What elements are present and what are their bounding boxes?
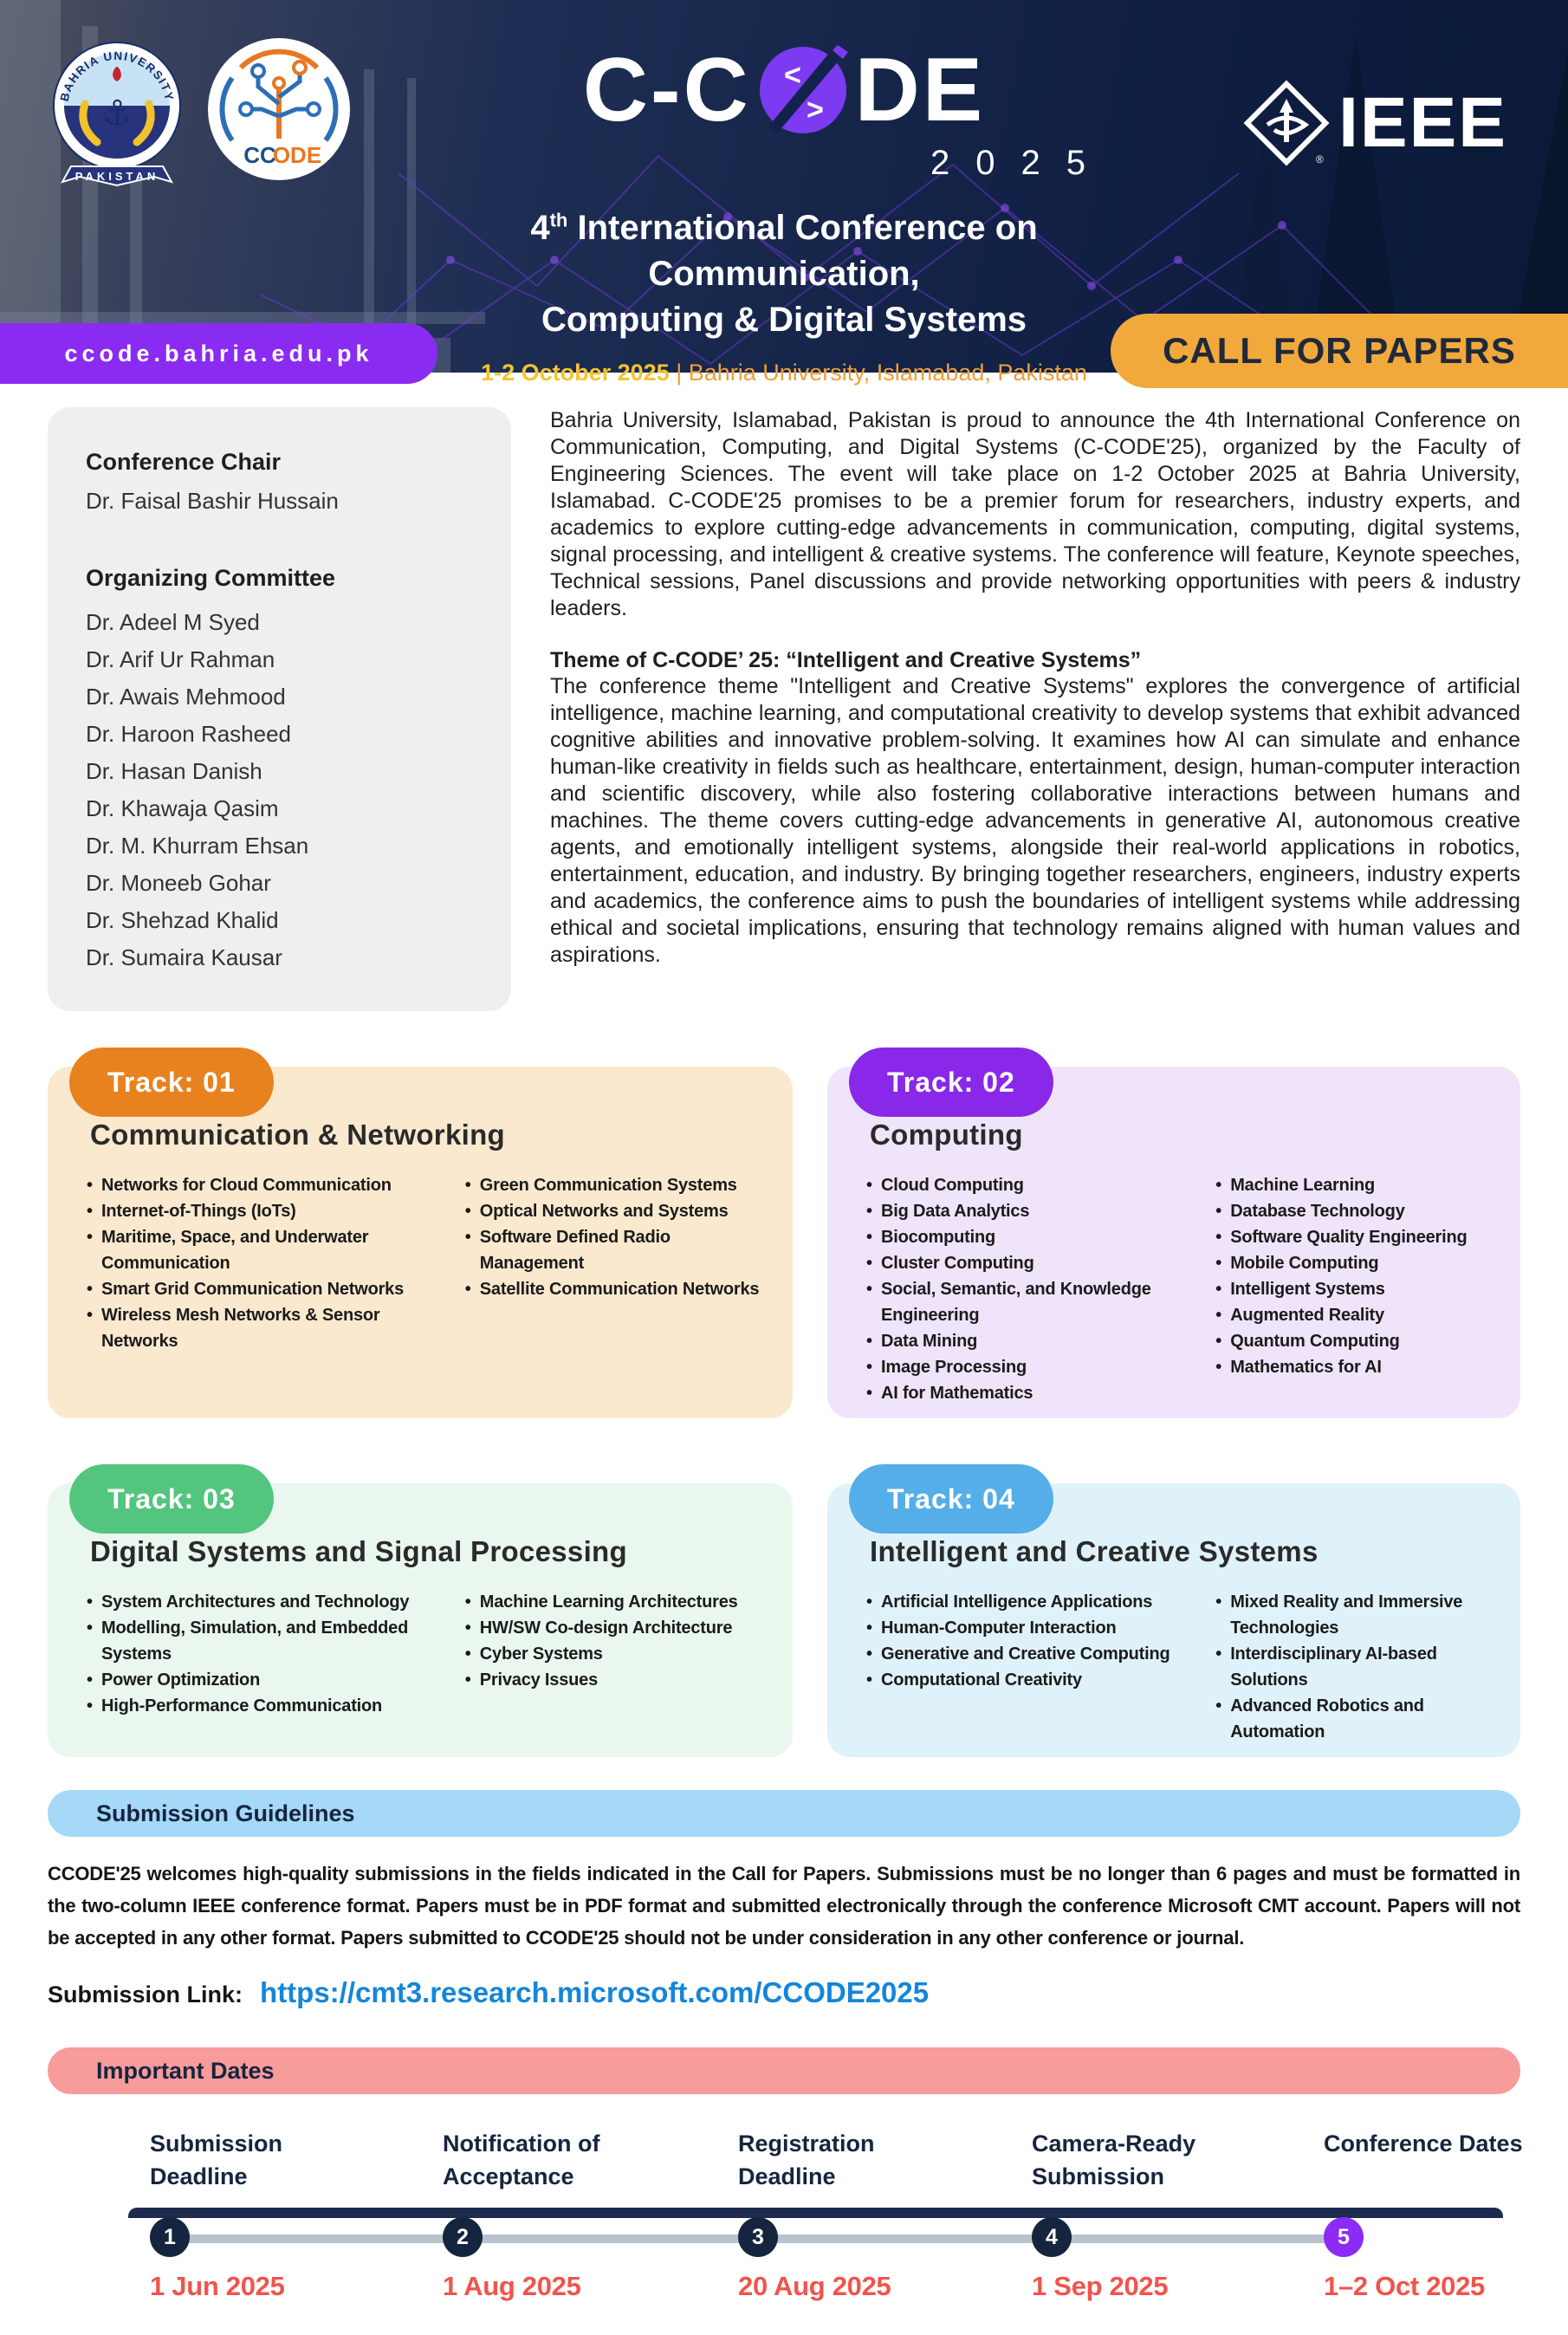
committee-member: Dr. Awais Mehmood xyxy=(86,684,286,710)
milestone-number-badge: 3 xyxy=(738,2217,778,2257)
milestone-label: Submission Deadline xyxy=(150,2131,283,2189)
track-topic: • Satellite Communication Networks xyxy=(465,1276,762,1302)
track-01-card xyxy=(48,1067,793,1418)
conference-chair-name: Dr. Faisal Bashir Hussain xyxy=(86,488,339,514)
track-topic: • Software Quality Engineering xyxy=(1215,1224,1490,1250)
track-topic: • Augmented Reality xyxy=(1215,1302,1490,1328)
committee-member: Dr. Moneeb Gohar xyxy=(86,870,271,896)
committee-member: Dr. M. Khurram Ehsan xyxy=(86,833,309,859)
committee-member: Dr. Adeel M Syed xyxy=(86,609,260,635)
track-topic: • HW/SW Co-design Architecture xyxy=(465,1615,762,1641)
track-03-topics-col2 xyxy=(465,1589,762,1719)
track-topic: • Networks for Cloud Communication xyxy=(87,1172,448,1198)
svg-text:®: ® xyxy=(1316,153,1324,165)
track-topic: • Generative and Creative Computing xyxy=(866,1641,1198,1667)
committee-member: Dr. Shehzad Khalid xyxy=(86,907,279,933)
track-01-topics-col1 xyxy=(87,1172,465,1354)
svg-text:>: > xyxy=(806,94,824,126)
svg-text:PAKISTAN: PAKISTAN xyxy=(75,170,159,183)
ccode-wordmark xyxy=(446,40,1122,140)
track-topic: • Maritime, Space, and Underwater Communication xyxy=(87,1224,448,1276)
call-for-papers-banner: CALL FOR PAPERS xyxy=(1111,314,1568,388)
track-topic: • System Architectures and Technology xyxy=(87,1589,448,1615)
track-topic: • Optical Networks and Systems xyxy=(465,1198,762,1224)
track-topic: • Intelligent Systems xyxy=(1215,1276,1490,1302)
track-topic: • Cluster Computing xyxy=(866,1250,1198,1276)
bahria-university-logo xyxy=(52,36,182,201)
ieee-text: IEEE xyxy=(1338,83,1507,162)
submission-link-label: Submission Link: xyxy=(48,1982,243,2007)
committee-member: Dr. Sumaira Kausar xyxy=(86,944,282,970)
track-topic: • Machine Learning xyxy=(1215,1172,1490,1198)
track-03-title: Digital Systems and Signal Processing xyxy=(90,1535,627,1567)
track-topic: • Quantum Computing xyxy=(1215,1328,1490,1354)
submission-link-row xyxy=(48,1976,1520,2009)
track-topic: • Cloud Computing xyxy=(866,1172,1198,1198)
track-topic: • Data Mining xyxy=(866,1328,1198,1354)
milestone-date: 20 Aug 2025 xyxy=(738,2271,891,2301)
track-topic: • Machine Learning Architectures xyxy=(465,1589,762,1615)
track-topic: • Mixed Reality and Immersive Technologies xyxy=(1215,1589,1490,1641)
milestone-number-badge: 1 xyxy=(150,2217,190,2257)
track-topic: • Advanced Robotics and Automation xyxy=(1215,1693,1490,1745)
theme-paragraph: The conference theme "Intelligent and Creative Systems" explores the convergence of artificial intelligence, machine learning, and computational creativity to develop systems that exhibit advanced cognitive abilities and innovative problem-solving. It examines how AI can simulate and enhance human-like creativity in fields such as healthcare, entertainment, design, human-computer interaction and scientific discovery, while also fostering collaborative interactions between humans and machines. The theme covers cutting-edge advancements in generative AI, autonomous creative agents, and emotionally intelligent systems, alongside their real-world applications in robotics, entertainment, education, and industry. By bringing together researchers, engineers, industry experts and academics, the conference aims to push the boundaries of intelligent systems while addressing ethical and societal implications, ensuring that technology remains aligned with human values and aspirations. xyxy=(550,674,1520,967)
header-logos xyxy=(52,36,352,201)
ieee-logo xyxy=(1243,80,1507,166)
track-topic: • Social, Semantic, and Knowledge Engineering xyxy=(866,1276,1198,1328)
main-content xyxy=(0,407,1568,2335)
svg-text:ODE: ODE xyxy=(272,142,322,168)
milestone-date: 1 Aug 2025 xyxy=(443,2271,581,2301)
track-topic: • AI for Mathematics xyxy=(866,1380,1198,1406)
footer-strip xyxy=(128,2208,1503,2218)
milestone-date: 1 Jun 2025 xyxy=(150,2271,285,2301)
track-topic: • Human-Computer Interaction xyxy=(866,1615,1198,1641)
milestone-number-badge: 4 xyxy=(1032,2217,1072,2257)
organizing-committee-heading: Organizing Committee xyxy=(86,565,336,591)
milestone-label: Camera-Ready Submission xyxy=(1032,2131,1196,2189)
milestone-label: Conference Dates xyxy=(1324,2131,1523,2157)
tracks-grid xyxy=(48,1067,1520,1757)
committee-card xyxy=(48,407,511,1011)
header-center xyxy=(446,40,1122,386)
committee-member: Dr. Hasan Danish xyxy=(86,758,262,784)
wordmark-text-right: DE xyxy=(854,40,986,140)
svg-text:CC: CC xyxy=(243,142,276,168)
track-01-title: Communication & Networking xyxy=(90,1119,505,1151)
track-topic: • Smart Grid Communication Networks xyxy=(87,1276,448,1302)
track-topic: • Green Communication Systems xyxy=(465,1172,762,1198)
conference-venue-text: Bahria University, Islamabad, Pakistan xyxy=(688,360,1087,386)
track-02-card xyxy=(827,1067,1520,1418)
important-dates-heading: Important Dates xyxy=(48,2047,1520,2094)
track-02-topics-col1 xyxy=(866,1172,1215,1406)
track-02-badge: Track: 02 xyxy=(849,1048,1053,1117)
track-topic: • Interdisciplinary AI-based Solutions xyxy=(1215,1641,1490,1693)
track-topic: • Software Defined Radio Management xyxy=(465,1224,762,1276)
svg-text:<: < xyxy=(783,59,801,92)
introduction-column xyxy=(550,407,1520,1011)
track-topic: • Wireless Mesh Networks & Sensor Networks xyxy=(87,1302,448,1354)
track-topic: • Artificial Intelligence Applications xyxy=(866,1589,1198,1615)
track-04-badge: Track: 04 xyxy=(849,1464,1053,1534)
milestone-label: Registration Deadline xyxy=(738,2131,875,2189)
milestone-date: 1–2 Oct 2025 xyxy=(1324,2271,1485,2301)
track-topic: • Mathematics for AI xyxy=(1215,1354,1490,1380)
wordmark-text-left: C-C xyxy=(582,40,751,140)
track-03-topics-col1 xyxy=(87,1589,465,1719)
website-url-pill[interactable]: ccode.bahria.edu.pk xyxy=(0,323,437,384)
track-topic: • Power Optimization xyxy=(87,1667,448,1693)
introduction-paragraph: Bahria University, Islamabad, Pakistan is proud to announce the 4th International Conference on Communication, Computing, and Digital Systems (C-CODE'25), organized by the Faculty of Engineering Sciences. The event will take place on 1-2 October 2025 at Bahria University, Islamabad. C-CODE'25 promises to be a premier forum for researchers, industry experts, and academics to explore cutting-edge advancements in communication, computing, digital systems, signal processing, and intelligent & creative systems. The conference will feature, Keynote speeches, Technical sessions, Panel discussions and provide networking opportunities with peers & industry leaders. xyxy=(550,408,1520,620)
svg-text:BAHRIA UNIVERSITY: BAHRIA UNIVERSITY xyxy=(57,49,177,103)
track-03-card xyxy=(48,1483,793,1757)
track-topic: • Cyber Systems xyxy=(465,1641,762,1667)
track-topic: • Privacy Issues xyxy=(465,1667,762,1693)
conference-chair-heading: Conference Chair xyxy=(86,449,282,475)
conference-title: 4th International Conference on Communication, Computing & Digital Systems xyxy=(530,209,1038,339)
submission-guidelines-text: CCODE'25 welcomes high-quality submissions in the fields indicated in the Call for Papers. Submissions must be no longer than 6 pages and must be formatted in the two-column IEEE conference format. Papers must be in PDF format and submitted electronically through the conference Microsoft CMT account. Papers will not be accepted in any other format. Papers submitted to CCODE'25 should not be under consideration in any other conference or journal. xyxy=(48,1863,1520,1949)
track-topic: • High-Performance Communication xyxy=(87,1693,448,1719)
track-topic: • Modelling, Simulation, and Embedded Systems xyxy=(87,1615,448,1667)
track-04-topics-col2 xyxy=(1215,1589,1490,1745)
theme-heading: Theme of C-CODE’ 25: “Intelligent and Creative Systems” xyxy=(550,648,1142,672)
track-topic: • Database Technology xyxy=(1215,1198,1490,1224)
track-topic: • Image Processing xyxy=(866,1354,1198,1380)
track-03-badge: Track: 03 xyxy=(69,1464,274,1534)
track-topic: • Internet-of-Things (IoTs) xyxy=(87,1198,448,1224)
track-04-card xyxy=(827,1483,1520,1757)
organizing-committee-list xyxy=(86,604,485,976)
track-topic: • Computational Creativity xyxy=(866,1667,1198,1693)
track-02-topics-col2 xyxy=(1215,1172,1490,1406)
track-topic: • Big Data Analytics xyxy=(866,1198,1198,1224)
header-banner xyxy=(0,0,1568,386)
submission-guidelines-heading: Submission Guidelines xyxy=(48,1790,1520,1837)
submission-guidelines-section xyxy=(48,1790,1520,2009)
track-02-title: Computing xyxy=(870,1119,1023,1151)
committee-member: Dr. Khawaja Qasim xyxy=(86,795,279,821)
conference-dates-text: 1-2 October 2025 xyxy=(481,360,670,386)
milestone-number-badge: 2 xyxy=(443,2217,483,2257)
dates-timeline xyxy=(48,2127,1523,2335)
committee-member: Dr. Haroon Rasheed xyxy=(86,721,292,747)
track-04-title: Intelligent and Creative Systems xyxy=(870,1535,1319,1567)
track-topic: • Mobile Computing xyxy=(1215,1250,1490,1276)
ieee-diamond-icon xyxy=(1243,80,1330,166)
track-topic: • Biocomputing xyxy=(866,1224,1198,1250)
track-04-topics-col1 xyxy=(866,1589,1215,1745)
milestone-number-badge: 5 xyxy=(1324,2217,1364,2257)
conference-date-line: 1-2 October 2025 | Bahria University, Islamabad, Pakistan xyxy=(481,360,1087,386)
ccode-logo xyxy=(206,36,352,182)
track-01-topics-col2 xyxy=(465,1172,762,1354)
submission-link[interactable]: https://cmt3.research.microsoft.com/CCODE2025 xyxy=(260,1976,930,2008)
svg-text:⚓: ⚓ xyxy=(101,94,133,133)
important-dates-section xyxy=(48,2047,1523,2335)
milestone-date: 1 Sep 2025 xyxy=(1032,2271,1169,2301)
wordmark-year: 2025 xyxy=(930,144,1111,182)
milestone-label: Notification of Acceptance xyxy=(443,2131,600,2189)
code-slash-icon xyxy=(758,45,848,135)
committee-member: Dr. Arif Ur Rahman xyxy=(86,646,275,672)
track-01-badge: Track: 01 xyxy=(69,1048,274,1117)
